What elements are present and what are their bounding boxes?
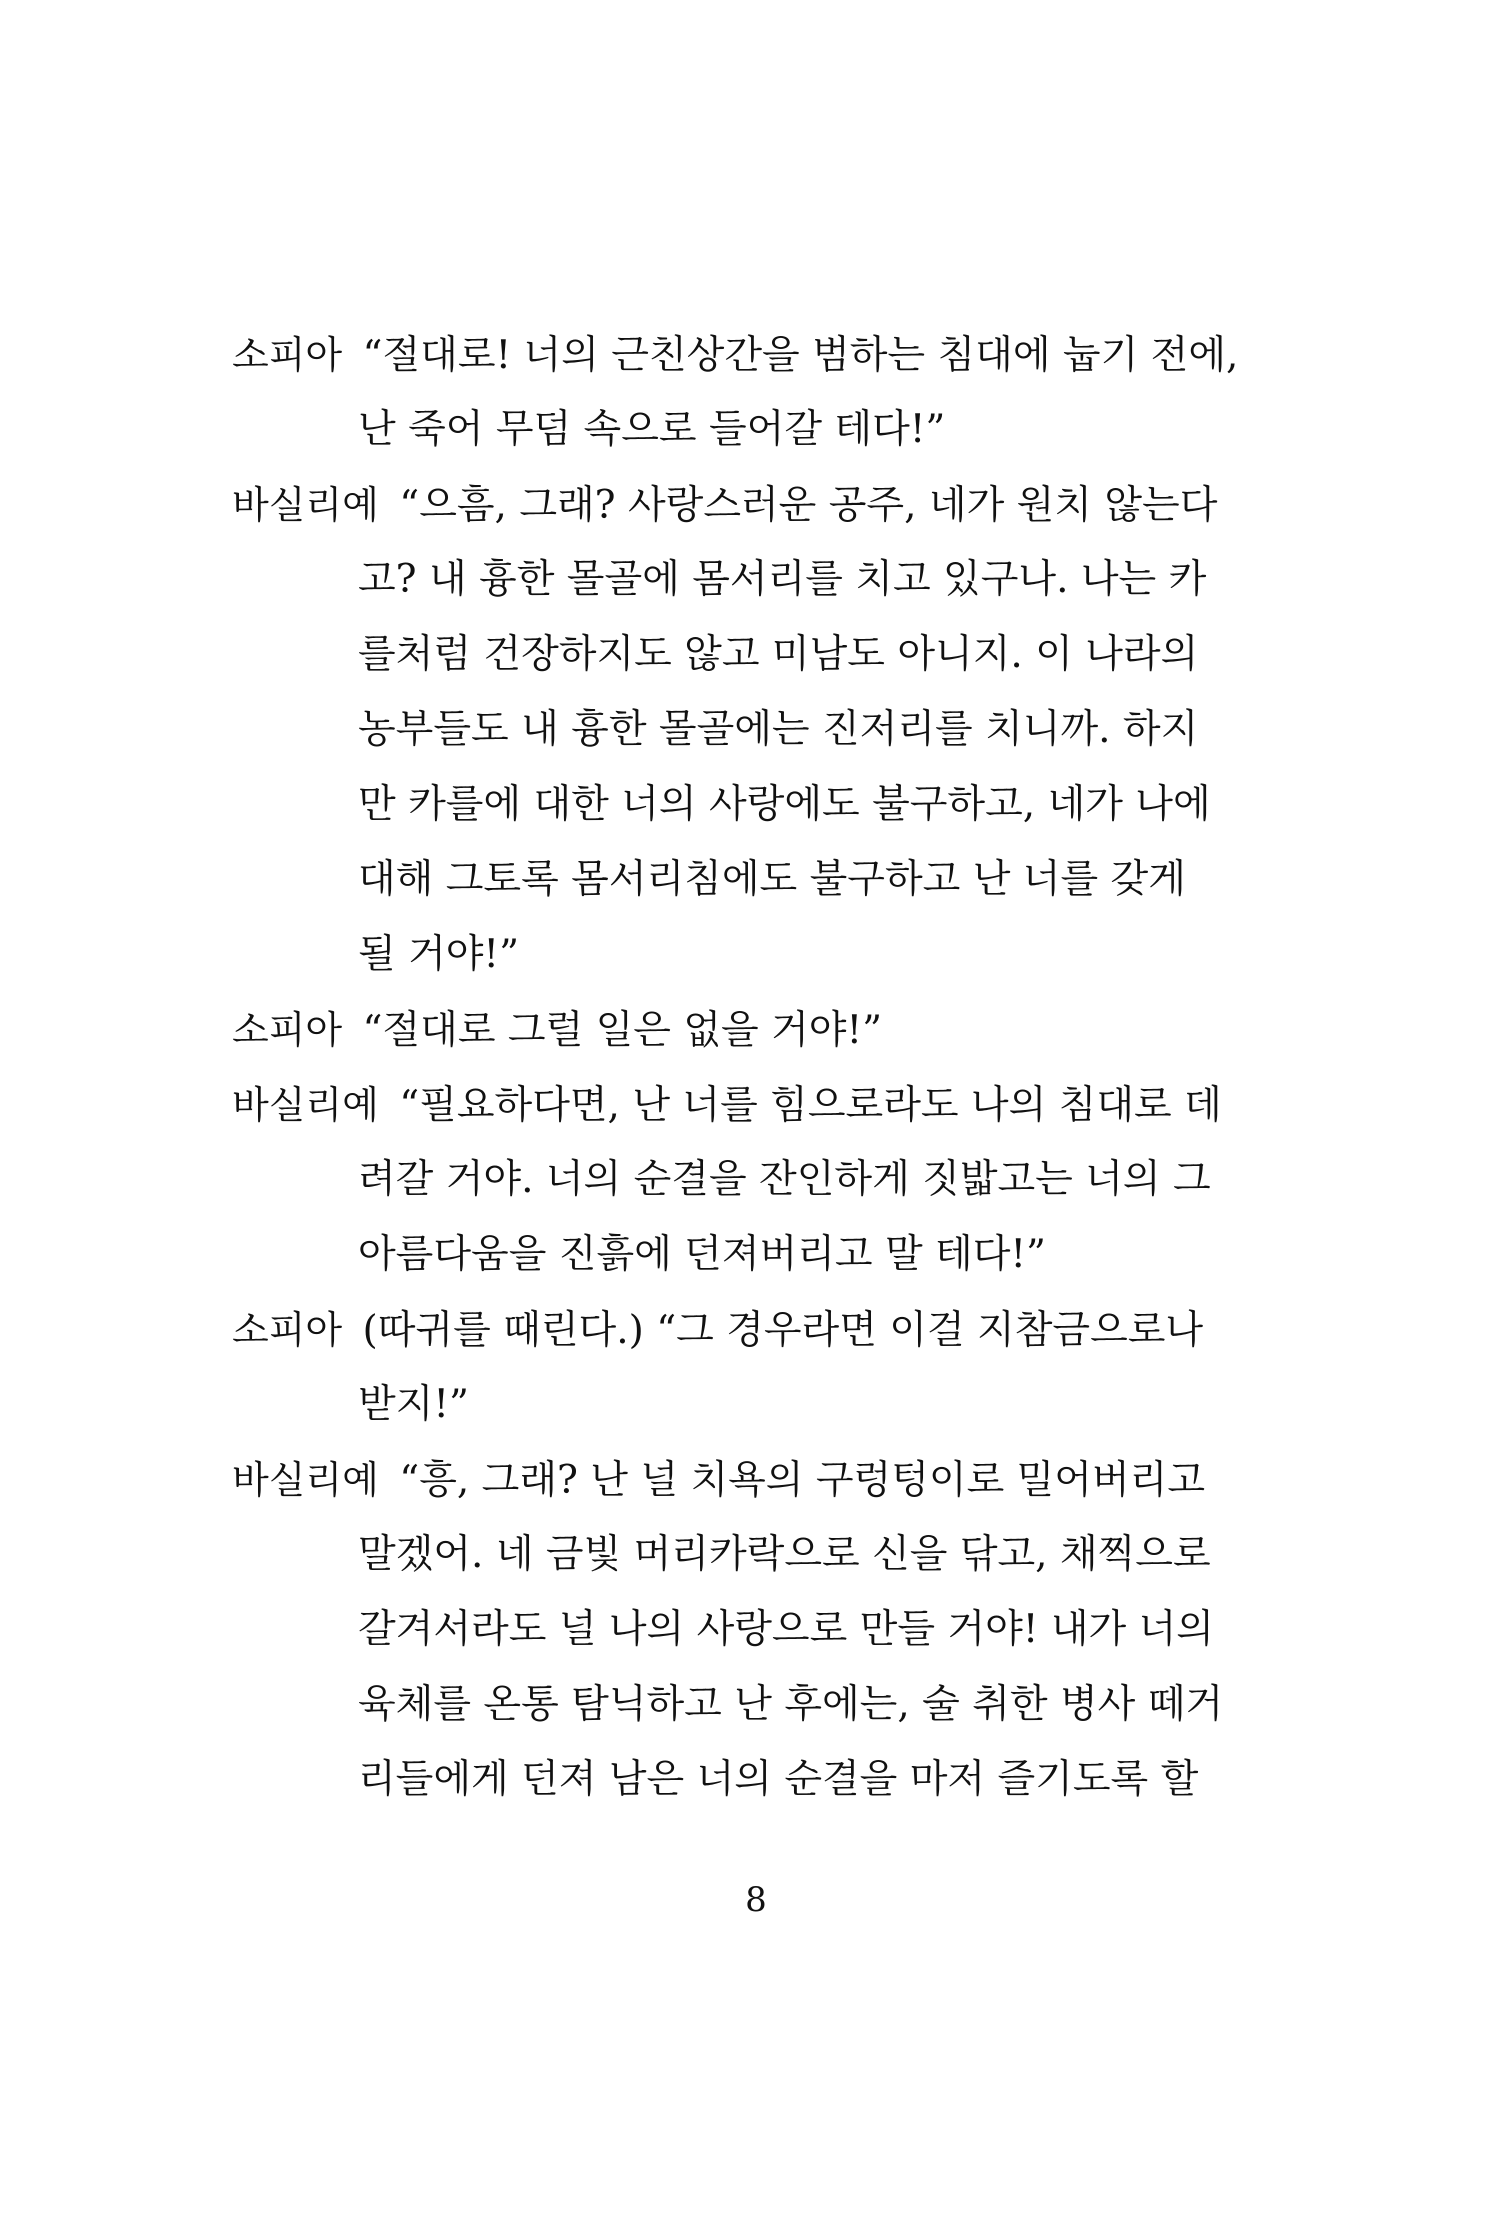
dialogue-continuation-line: 고? 내 흉한 몰골에 몸서리를 치고 있구나. 나는 카	[358, 557, 1207, 602]
dialogue-line-speaker	[232, 1075, 1222, 1135]
speaker-name: 소피아	[232, 1308, 343, 1352]
dialogue-text: “필요하다면, 난 너를 힘으로라도 나의 침대로 데	[399, 1083, 1222, 1128]
dialogue-text: (따귀를 때린다.) “그 경우라면 이걸 지참금으로나	[362, 1308, 1204, 1353]
speaker-name: 바실리예	[232, 483, 379, 527]
dialogue-continuation-line: 를처럼 건장하지도 않고 미남도 아니지. 이 나라의	[358, 632, 1199, 677]
dialogue-text: “으흠, 그래? 사랑스러운 공주, 네가 원치 않는다	[399, 483, 1218, 528]
dialogue-text: “흥, 그래? 난 널 치욕의 구렁텅이로 밀어버리고	[399, 1458, 1206, 1503]
dialogue-text: “절대로! 너의 근친상간을 범하는 침대에 눕기 전에,	[362, 333, 1239, 378]
dialogue-continuation-line: 만 카를에 대한 너의 사랑에도 불구하고, 네가 나에	[358, 782, 1211, 827]
dialogue-continuation-line: 육체를 온통 탐닉하고 난 후에는, 술 취한 병사 떼거	[358, 1682, 1224, 1727]
speaker-name: 바실리예	[232, 1083, 379, 1127]
dialogue-line-speaker	[232, 325, 1239, 385]
dialogue-continuation-line: 갈겨서라도 널 나의 사랑으로 만들 거야! 내가 너의	[358, 1607, 1214, 1652]
dialogue-continuation-line: 받지!”	[358, 1382, 469, 1427]
dialogue-line-speaker	[232, 1300, 1204, 1360]
dialogue-continuation-line: 아름다움을 진흙에 던져버리고 말 테다!”	[358, 1232, 1046, 1277]
dialogue-line-speaker	[232, 1450, 1206, 1510]
speaker-name: 소피아	[232, 1008, 343, 1052]
dialogue-text: “절대로 그럴 일은 없을 거야!”	[362, 1008, 883, 1053]
dialogue-continuation-line: 대해 그토록 몸서리침에도 불구하고 난 너를 갖게	[358, 857, 1186, 902]
dialogue-line-speaker	[232, 1000, 1168, 1060]
dialogue-continuation-line: 말겠어. 네 금빛 머리카락으로 신을 닦고, 채찍으로	[358, 1532, 1211, 1577]
dialogue-continuation-line: 난 죽어 무덤 속으로 들어갈 테다!”	[358, 407, 946, 452]
speaker-name: 바실리예	[232, 1458, 379, 1502]
dialogue-continuation-line: 농부들도 내 흉한 몰골에는 진저리를 치니까. 하지	[358, 707, 1199, 752]
speaker-name: 소피아	[232, 333, 343, 377]
dialogue-continuation-line: 려갈 거야. 너의 순결을 잔인하게 짓밟고는 너의 그	[358, 1157, 1211, 1202]
page-number: 8	[745, 1880, 767, 1920]
dialogue-line-speaker	[232, 475, 1218, 535]
dialogue-continuation-line: 리들에게 던져 남은 너의 순결을 마저 즐기도록 할	[358, 1757, 1199, 1802]
dialogue-continuation-line: 될 거야!”	[358, 932, 520, 977]
